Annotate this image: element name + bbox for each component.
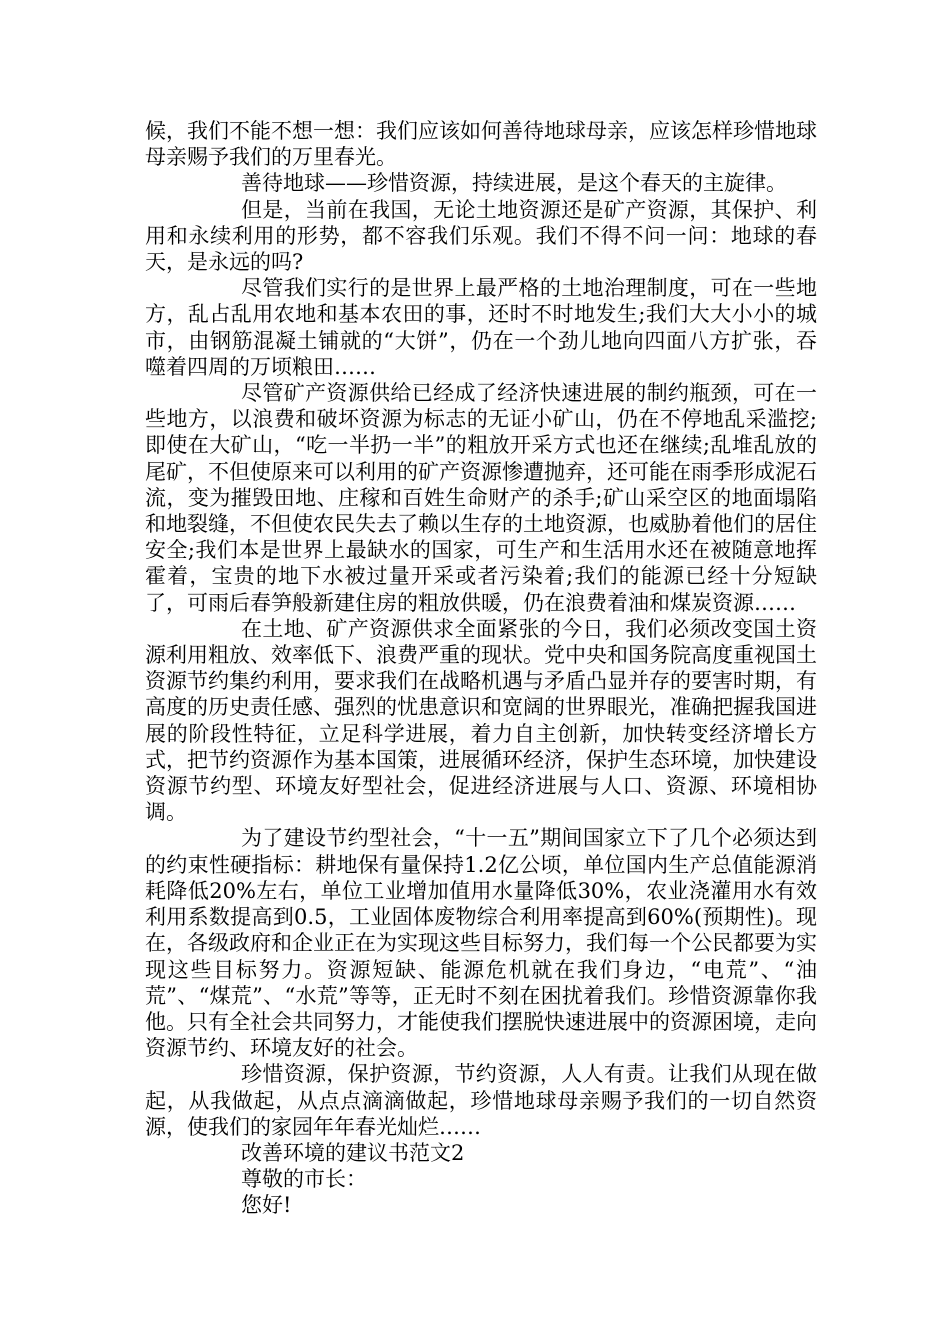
paragraph-mineral: 尽管矿产资源供给已经成了经济快速进展的制约瓶颈，可在一些地方，以浪费和破坏资源为标志的无证小矿山，仍在不停地乱采滥挖;即使在大矿山，“吃一半扔一半”的粗放开采方式也还在继续;乱堆乱放的尾矿，不但使原来可以利用的矿产资源惨遭抛弃，还可能在雨季形成泥石流，变为摧毁田地、庄稼和百姓生命财产的杀手;矿山采空区的地面塌陷和地裂缝，不但使农民失去了赖以生存的土地资源，也威胁着他们的居住安全;我们本是世界上最缺水的国家，可生产和生活用水还在被随意地挥霍着，宝贵的地下水被过量开采或者污染着;我们的能源已经十分短缺了，可雨后春笋般新建住房的粗放供暖，仍在浪费着油和煤炭资源…… — [145, 381, 817, 615]
letter-title: 改善环境的建议书范文2 — [241, 1140, 465, 1165]
paragraph-theme: 善待地球——珍惜资源，持续进展，是这个春天的主旋律。 — [241, 171, 787, 196]
paragraph-policy: 在土地、矿产资源供求全面紧张的今日，我们必须改变国土资源利用粗放、效率低下、浪费严重的现状。党中央和国务院高度重视国土资源节约集约利用，要求我们在战略机遇与矛盾凸显并存的要害时期，有高度的历史责任感、强烈的忧患意识和宽阔的世界眼光，准确把握我国进展的阶段性特征，立足科学进展，着力自主创新，加快转变经济增长方式，把节约资源作为基本国策，进展循环经济，保护生态环境，加快建设资源节约型、环境友好型社会，促进经济进展与人口、资源、环境相协调。 — [145, 616, 817, 825]
paragraph-continuation: 候，我们不能不想一想：我们应该如何善待地球母亲，应该怎样珍惜地球母亲赐予我们的万里春光。 — [145, 119, 817, 170]
paragraph-conclusion: 珍惜资源，保护资源，节约资源，人人有责。让我们从现在做起，从我做起，从点点滴滴做起，珍惜地球母亲赐予我们的一切自然资源，使我们的家园年年春光灿烂…… — [145, 1062, 817, 1139]
letter-greeting: 您好! — [241, 1193, 292, 1218]
paragraph-targets: 为了建设节约型社会，“十一五”期间国家立下了几个必须达到的约束性硬指标：耕地保有量保持1.2亿公顷，单位国内生产总值能源消耗降低20%左右，单位工业增加值用水量降低30%，农业浇灌用水有效利用系数提高到0.5，工业固体废物综合利用率提高到60%(预期性)。现在，各级政府和企业正在为实现这些目标努力，我们每一个公民都要为实现这些目标努力。资源短缺、能源危机就在我们身边，“电荒”、“油荒”、“煤荒”、“水荒”等等，正无时不刻在困扰着我们。珍惜资源靠你我他。只有全社会共同努力，才能使我们摆脱快速进展中的资源困境，走向资源节约、环境友好的社会。 — [145, 826, 817, 1061]
paragraph-question: 但是，当前在我国，无论土地资源还是矿产资源，其保护、利用和永续利用的形势，都不容我们乐观。我们不得不问一问：地球的春天，是永远的吗? — [145, 197, 817, 275]
paragraph-land: 尽管我们实行的是世界上最严格的土地治理制度，可在一些地方，乱占乱用农地和基本农田的事，还时不时地发生;我们大大小小的城市，由钢筋混凝土铺就的“大饼”，仍在一个劲儿地向四面八方扩张，吞噬着四周的万顷粮田…… — [145, 276, 817, 379]
document-page — [145, 118, 817, 1219]
letter-salutation: 尊敬的市长： — [241, 1167, 367, 1192]
